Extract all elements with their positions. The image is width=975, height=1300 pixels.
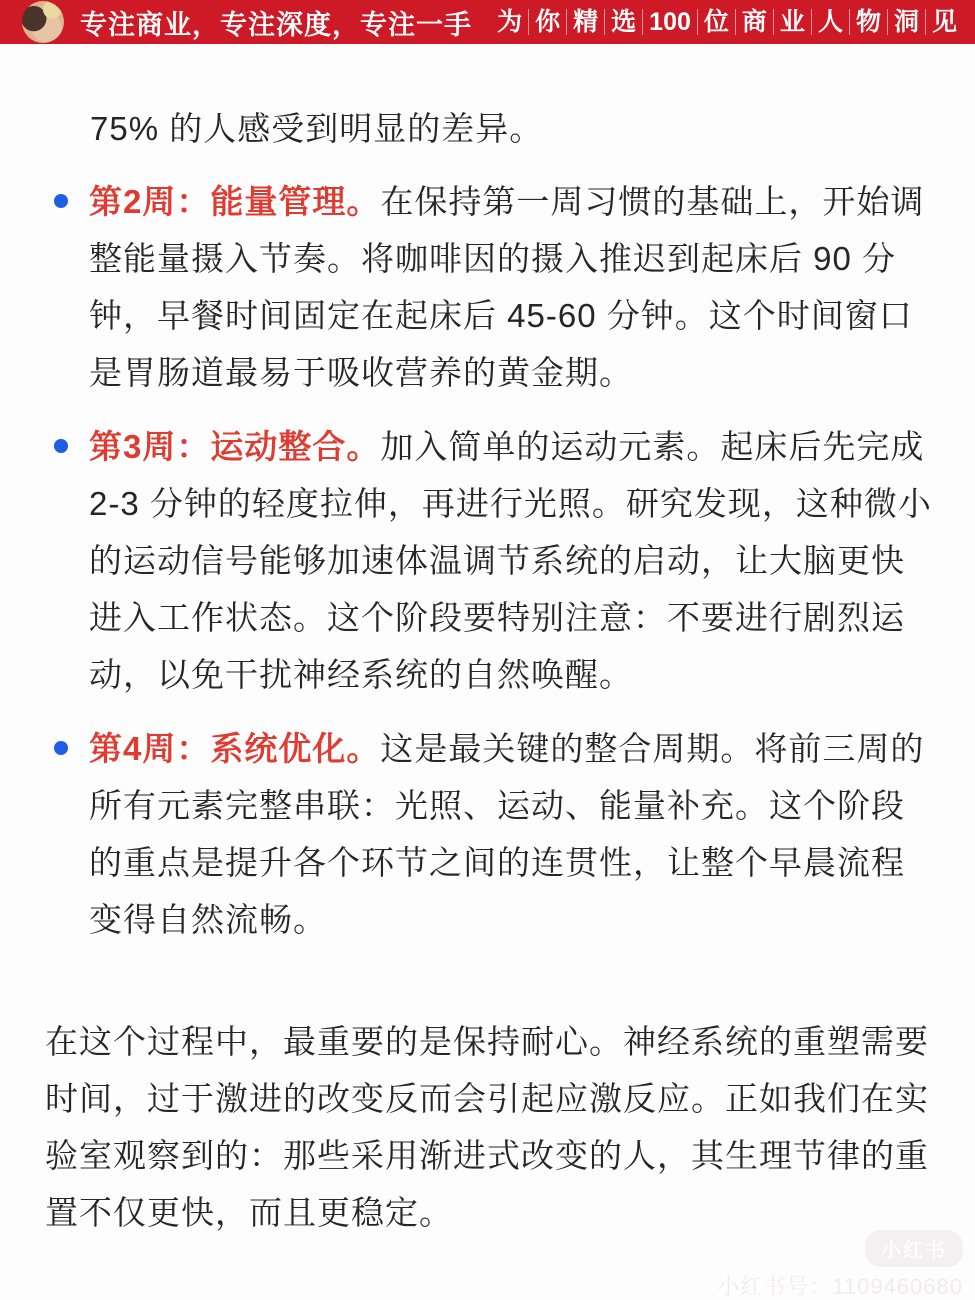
header-tagline xyxy=(491,9,963,35)
header-tagline-char: 业 xyxy=(773,9,811,35)
header-tagline-char: 物 xyxy=(849,9,887,35)
intro-line: 75% 的人感受到明显的差异。 xyxy=(90,110,544,147)
list-item xyxy=(52,418,938,703)
header-tagline-char: 人 xyxy=(811,9,849,35)
header-tagline-char: 为 xyxy=(497,8,523,36)
bullet-dot-icon xyxy=(54,741,68,755)
bullet-text-week4: 这是最关键的整合周期。将前三周的所有元素完整串联：光照、运动、能量补充。这个阶段的重点是提升各个环节之间的连贯性，让整个早晨流程变得自然流畅。 xyxy=(89,730,925,938)
header-slogan: 专注商业，专注深度，专注一手 xyxy=(80,9,472,40)
avatar xyxy=(22,1,64,43)
header-tagline-char: 商 xyxy=(735,9,773,35)
header-tagline-char: 选 xyxy=(604,9,642,35)
list-item xyxy=(52,720,938,948)
bullet-lead-week4: 第4周：系统优化。 xyxy=(89,730,381,767)
bullet-dot-icon xyxy=(54,194,68,208)
list-item xyxy=(52,173,938,401)
header-tagline-char: 见 xyxy=(925,9,963,35)
bullet-list xyxy=(52,173,938,965)
bullet-text-week2: 在保持第一周习惯的基础上，开始调整能量摄入节奏。将咖啡因的摄入推迟到起床后 90 分钟，早餐时间固定在起床后 45-60 分钟。这个时间窗口是胃肠道最易于吸收营养的黄金期。 xyxy=(89,183,925,391)
bullet-dot-icon xyxy=(54,439,68,453)
bullet-text-week3: 加入简单的运动元素。起床后先完成 2-3 分钟的轻度拉伸，再进行光照。研究发现，这种微小的运动信号能够加速体温调节系统的启动，让大脑更快进入工作状态。这个阶段要特别注意：不要进行剧烈运动，以免干扰神经系统的自然唤醒。 xyxy=(89,428,932,693)
xiaohongshu-logo-badge: 小红书 xyxy=(865,1230,963,1267)
header-bar xyxy=(0,0,975,44)
closing-paragraph: 在这个过程中，最重要的是保持耐心。神经系统的重塑需要时间，过于激进的改变反而会引起应激反应。正如我们在实验室观察到的：那些采用渐进式改变的人，其生理节律的重置不仅更快，而且更稳定。 xyxy=(45,1023,929,1231)
header-tagline-char: 洞 xyxy=(887,9,925,35)
watermark xyxy=(717,1230,963,1300)
bullet-lead-week2: 第2周：能量管理。 xyxy=(89,183,381,220)
header-tagline-char: 你 xyxy=(528,9,566,35)
watermark-account-id: 小红书号：1109460680 xyxy=(717,1274,963,1299)
header-tagline-char: 精 xyxy=(566,9,604,35)
header-tagline-char: 位 xyxy=(697,9,735,35)
bullet-lead-week3: 第3周：运动整合。 xyxy=(89,428,381,465)
header-tagline-char: 100 xyxy=(642,9,697,35)
